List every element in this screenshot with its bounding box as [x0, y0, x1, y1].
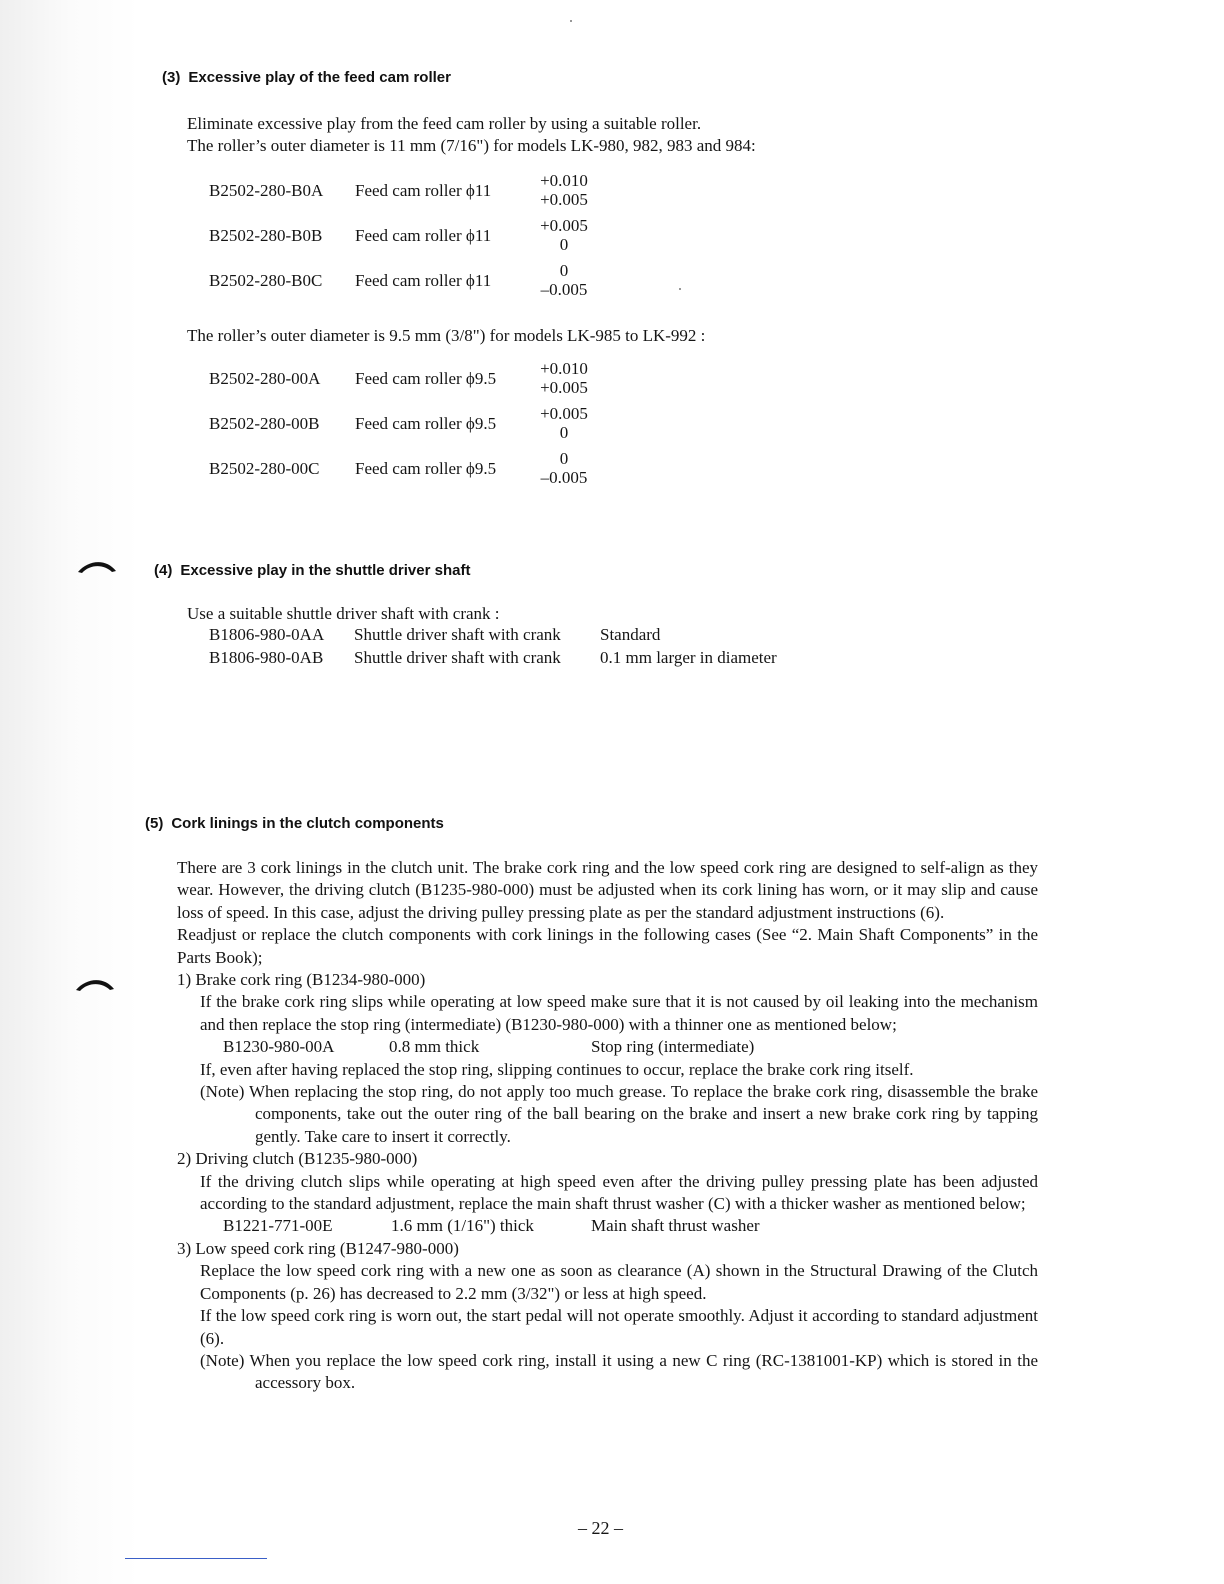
tolerance-lower: 0: [559, 235, 569, 254]
tolerance-upper: 0: [559, 261, 569, 280]
section-title: Excessive play in the shuttle driver shaft: [180, 562, 471, 579]
part-number: B2502-280-00A: [209, 369, 321, 388]
scan-speck: [679, 288, 681, 290]
section-title: Cork linings in the clutch components: [171, 815, 444, 832]
tolerance-upper: 0: [559, 449, 569, 468]
tolerance: [533, 404, 595, 442]
section-3-heading: [162, 69, 451, 86]
section-4-intro: Use a suitable shuttle driver shaft with crank :: [187, 604, 500, 623]
part-number: B2502-280-B0A: [209, 181, 324, 200]
section-5-body: [177, 857, 1038, 1395]
spec-row: [177, 1036, 1038, 1058]
note: (Note) When replacing the stop ring, do not apply too much grease. To replace the brake cork ring, disassemble the brake components, take out the outer ring of the ball bearing on the brake and insert a new brake cork ring by tapping gently. Take care to insert it correctly.: [200, 1082, 1038, 1146]
punch-mark-icon: [74, 976, 116, 992]
tolerance-lower: –0.005: [540, 468, 588, 487]
part-note: 0.1 mm larger in diameter: [600, 648, 777, 667]
part-description: Feed cam roller ϕ9.5: [355, 369, 497, 388]
tolerance-upper: +0.010: [540, 171, 588, 190]
section-title: Excessive play of the feed cam roller: [188, 69, 451, 86]
part-description: Feed cam roller ϕ11: [355, 181, 492, 200]
section-number: (4): [154, 562, 173, 579]
part-size: 1.6 mm (1/16") thick: [391, 1216, 534, 1236]
part-number: B2502-280-B0C: [209, 271, 323, 290]
part-description: Shuttle driver shaft with crank: [354, 648, 561, 667]
section-3-intro-1: Eliminate excessive play from the feed cam roller by using a suitable roller.: [187, 114, 702, 133]
section-3-intro-3: The roller’s outer diameter is 9.5 mm (3/8") for models LK-985 to LK-992 :: [187, 326, 706, 345]
page-number: – 22 –: [578, 1518, 623, 1538]
tolerance-lower: +0.005: [540, 378, 588, 397]
part-size: 0.8 mm thick: [389, 1037, 480, 1057]
part-note: Standard: [600, 625, 661, 644]
paragraph: Readjust or replace the clutch components with cork linings in the following cases (See “2. Main Shaft Components” in the Parts Book);: [177, 925, 1038, 967]
part-number: B1221-771-00E: [223, 1216, 333, 1236]
part-description: Feed cam roller ϕ9.5: [355, 414, 497, 433]
list-item-title: 2) Driving clutch (B1235-980-000): [177, 1149, 418, 1169]
part-number: B2502-280-00C: [209, 459, 320, 478]
note: (Note) When you replace the low speed cork ring, install it using a new C ring (RC-1381001-KP) which is stored in the accessory box.: [200, 1350, 1038, 1393]
scan-speck: [570, 20, 572, 22]
tolerance-lower: –0.005: [540, 280, 588, 299]
part-number: B2502-280-B0B: [209, 226, 323, 245]
tolerance-lower: +0.005: [540, 190, 588, 209]
tolerance: [533, 171, 595, 209]
list-item-text: If the driving clutch slips while operating at high speed even after the driving pulley pressing plate has been adjusted according to the standard adjustment, replace the main shaft thrust washer (C) with a thicker washer as mentioned below;: [200, 1171, 1038, 1214]
part-number: B1806-980-0AA: [209, 625, 325, 644]
part-name: Main shaft thrust washer: [591, 1216, 760, 1236]
part-name: Stop ring (intermediate): [591, 1037, 755, 1057]
list-item-title: 1) Brake cork ring (B1234-980-000): [177, 970, 426, 990]
part-number: B1230-980-00A: [223, 1037, 335, 1057]
part-description: Feed cam roller ϕ9.5: [355, 459, 497, 478]
tolerance-upper: +0.005: [540, 216, 588, 235]
tolerance-lower: 0: [559, 423, 569, 442]
section-4-heading: [154, 562, 470, 579]
punch-mark-icon: [76, 558, 118, 574]
list-item-text: Replace the low speed cork ring with a new one as soon as clearance (A) shown in the Structural Drawing of the Clutch Components (p. 26) has decreased to 2.2 mm (3/32") or less at high speed.: [200, 1261, 1038, 1303]
part-description: Feed cam roller ϕ11: [355, 226, 492, 245]
part-number: B1806-980-0AB: [209, 648, 324, 667]
section-number: (5): [145, 815, 164, 832]
section-3-intro-2: The roller’s outer diameter is 11 mm (7/16") for models LK-980, 982, 983 and 984:: [187, 136, 756, 155]
section-5-heading: [145, 815, 444, 832]
part-description: Shuttle driver shaft with crank: [354, 625, 561, 644]
tolerance: [533, 359, 595, 397]
tolerance-upper: +0.010: [540, 359, 588, 378]
part-number: B2502-280-00B: [209, 414, 320, 433]
list-item-text: If the brake cork ring slips while operating at low speed make sure that it is not caused by oil leaking into the mechanism and then replace the stop ring (intermediate) (B1230-980-000) with a thinner one as mentioned below;: [200, 992, 1038, 1034]
tolerance: [533, 261, 595, 299]
list-item-text: If, even after having replaced the stop ring, slipping continues to occur, replace the brake cork ring itself.: [200, 1059, 914, 1079]
part-description: Feed cam roller ϕ11: [355, 271, 492, 290]
paragraph: There are 3 cork linings in the clutch unit. The brake cork ring and the low speed cork ring are designed to self-align as they wear. However, the driving clutch (B1235-980-000) must be adjusted when its cork lining has worn, or it may slip and cause loss of speed. In this case, adjust the driving pulley pressing plate as per the standard adjustment instructions (6).: [177, 858, 1038, 922]
footer-divider: [125, 1558, 267, 1559]
list-item-title: 3) Low speed cork ring (B1247-980-000): [177, 1238, 459, 1258]
list-item-text: If the low speed cork ring is worn out, the start pedal will not operate smoothly. Adjust it according to standard adjustment (6).: [200, 1306, 1038, 1348]
tolerance: [533, 449, 595, 487]
section-number: (3): [162, 69, 181, 86]
tolerance: [533, 216, 595, 254]
tolerance-upper: +0.005: [540, 404, 588, 423]
spec-row: [177, 1215, 1038, 1237]
